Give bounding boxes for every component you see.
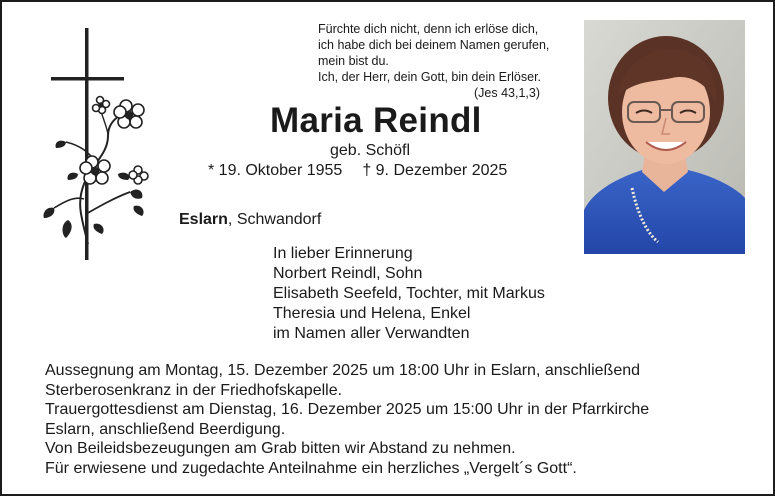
verse-line: mein bist du. (318, 54, 389, 68)
maiden-name: geb. Schöfl (330, 142, 411, 159)
notice-line: Aussegnung am Montag, 15. Dezember 2025 um 18:00 Uhr in Eslarn, anschließend (45, 362, 641, 379)
location-district: , Schwandorf (227, 211, 322, 228)
mourner-line: In lieber Erinnerung (273, 245, 413, 262)
death-date: † 9. Dezember 2025 (362, 162, 508, 179)
notice-line: Eslarn, anschließend Beerdigung. (45, 420, 286, 438)
location (179, 211, 321, 229)
portrait-photo (584, 20, 745, 254)
mourner-line: Norbert Reindl, Sohn (273, 265, 423, 282)
notice-line: Von Beileidsbezeugungen am Grab bitten wir Abstand zu nehmen. (45, 440, 516, 457)
mourners-list (273, 244, 545, 344)
mourner-line: im Namen aller Verwandten (273, 325, 470, 342)
birth-date: * 19. Oktober 1955 (208, 162, 343, 179)
verse-line: Ich, der Herr, dein Gott, bin dein Erlöser. (318, 70, 542, 84)
notice-line: Sterberosenkranz in der Friedhofskapelle. (45, 381, 343, 399)
verse-reference: (Jes 43,1,3) (474, 86, 541, 100)
bible-verse (318, 21, 580, 101)
notice-line: Für erwiesene und zugedachte Anteilnahme ein herzliches „Vergelt´s Gott“. (45, 459, 577, 477)
funeral-notices (45, 361, 745, 478)
life-dates (208, 162, 507, 180)
notice-line: Trauergottesdienst am Dienstag, 16. Dezember 2025 um 15:00 Uhr in der Pfarrkirche (45, 401, 650, 418)
verse-line: Fürchte dich nicht, denn ich erlöse dich, (318, 22, 539, 36)
location-town: Eslarn (179, 211, 228, 228)
verse-line: ich habe dich bei deinem Namen gerufen, (318, 38, 550, 52)
deceased-name: Maria Reindl (270, 101, 482, 140)
cross-with-flowers-icon (38, 24, 156, 264)
mourner-line: Elisabeth Seefeld, Tochter, mit Markus (273, 285, 545, 302)
mourner-line: Theresia und Helena, Enkel (273, 305, 471, 322)
